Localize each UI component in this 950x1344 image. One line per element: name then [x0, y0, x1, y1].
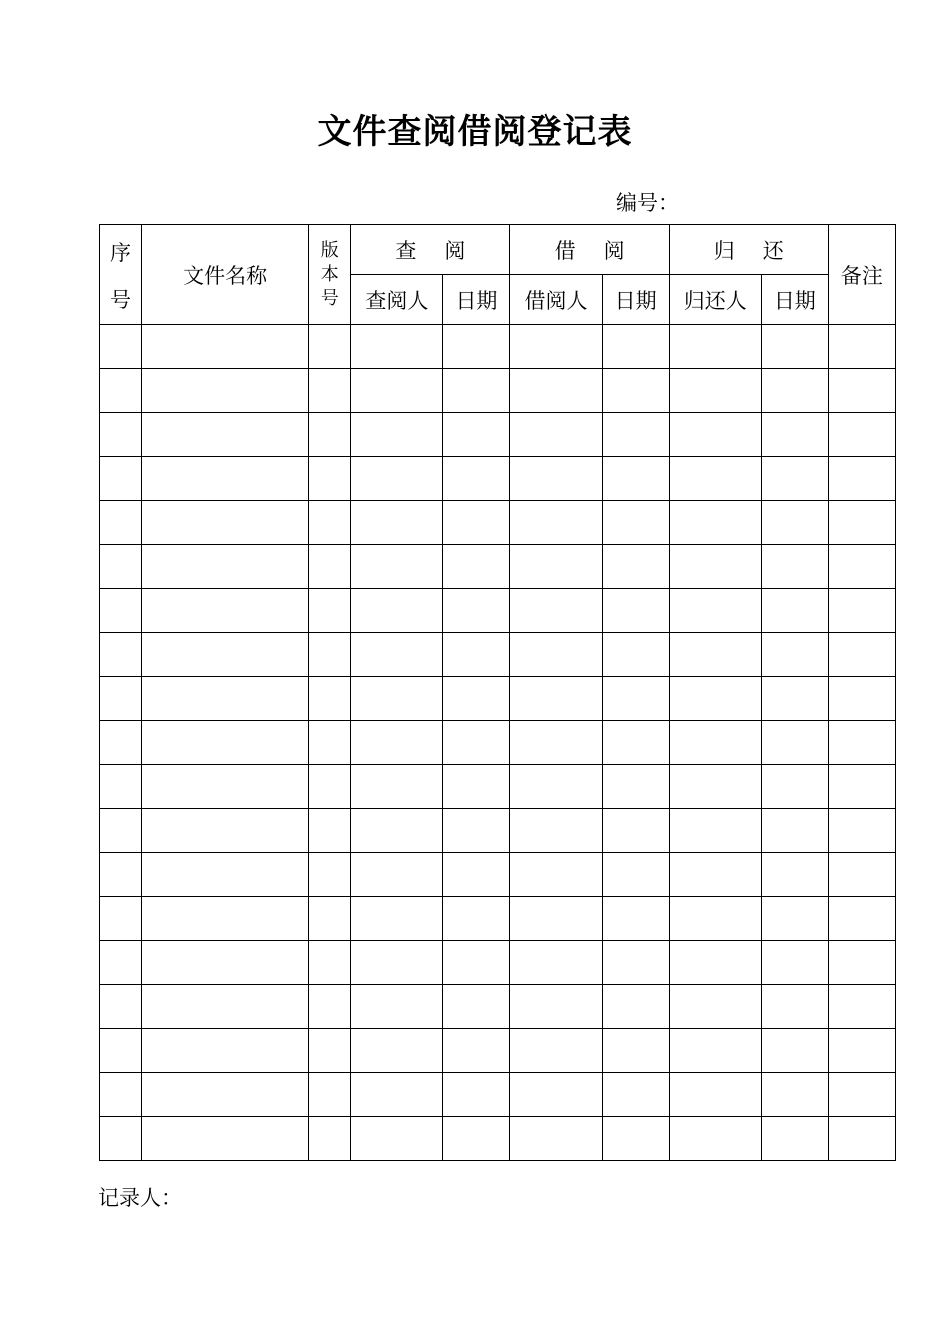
cell-return-date[interactable] — [761, 677, 828, 721]
header-version-2: 本 — [320, 263, 339, 285]
cell-returner[interactable] — [669, 853, 761, 897]
cell-seq[interactable] — [100, 589, 142, 633]
cell-review-date[interactable] — [443, 721, 510, 765]
cell-borrow-date[interactable] — [602, 853, 669, 897]
cell-remarks[interactable] — [828, 985, 895, 1029]
cell-file-name[interactable] — [142, 677, 309, 721]
cell-seq[interactable] — [100, 985, 142, 1029]
cell-remarks[interactable] — [828, 677, 895, 721]
header-version — [309, 225, 351, 325]
table-row — [100, 589, 896, 633]
cell-remarks[interactable] — [828, 545, 895, 589]
cell-return-date[interactable] — [761, 457, 828, 501]
table-row — [100, 501, 896, 545]
cell-version[interactable] — [309, 457, 351, 501]
cell-return-date[interactable] — [761, 501, 828, 545]
cell-version[interactable] — [309, 501, 351, 545]
cell-returner[interactable] — [669, 721, 761, 765]
cell-borrower[interactable] — [510, 457, 602, 501]
cell-file-name[interactable] — [142, 897, 309, 941]
cell-return-date[interactable] — [761, 897, 828, 941]
header-reviewer: 查阅人 — [351, 275, 443, 325]
table-row — [100, 1073, 896, 1117]
cell-borrow-date[interactable] — [602, 985, 669, 1029]
cell-borrower[interactable] — [510, 369, 602, 413]
cell-return-date[interactable] — [761, 809, 828, 853]
cell-version[interactable] — [309, 369, 351, 413]
cell-return-date[interactable] — [761, 985, 828, 1029]
cell-file-name[interactable] — [142, 501, 309, 545]
header-review-date: 日期 — [443, 275, 510, 325]
cell-version[interactable] — [309, 853, 351, 897]
cell-borrower[interactable] — [510, 1073, 602, 1117]
table-row — [100, 413, 896, 457]
cell-returner[interactable] — [669, 1029, 761, 1073]
cell-version[interactable] — [309, 633, 351, 677]
cell-reviewer[interactable] — [351, 369, 443, 413]
header-borrow-a: 借 — [554, 238, 576, 263]
header-seq — [100, 225, 142, 325]
cell-borrow-date[interactable] — [602, 369, 669, 413]
header-borrow — [510, 225, 669, 275]
header-borrow-date: 日期 — [602, 275, 669, 325]
table-row — [100, 457, 896, 501]
cell-returner[interactable] — [669, 941, 761, 985]
cell-reviewer[interactable] — [351, 677, 443, 721]
cell-seq[interactable] — [100, 457, 142, 501]
cell-return-date[interactable] — [761, 369, 828, 413]
cell-return-date[interactable] — [761, 1117, 828, 1161]
cell-reviewer[interactable] — [351, 985, 443, 1029]
cell-reviewer[interactable] — [351, 941, 443, 985]
register-body — [100, 325, 896, 1161]
cell-review-date[interactable] — [443, 809, 510, 853]
header-review-a: 查 — [395, 238, 417, 263]
cell-reviewer[interactable] — [351, 897, 443, 941]
cell-return-date[interactable] — [761, 633, 828, 677]
cell-seq[interactable] — [100, 765, 142, 809]
cell-file-name[interactable] — [142, 1073, 309, 1117]
cell-borrower[interactable] — [510, 941, 602, 985]
cell-remarks[interactable] — [828, 897, 895, 941]
cell-file-name[interactable] — [142, 413, 309, 457]
cell-seq[interactable] — [100, 1073, 142, 1117]
header-return-a: 归 — [713, 238, 735, 263]
cell-returner[interactable] — [669, 1073, 761, 1117]
cell-file-name[interactable] — [142, 1117, 309, 1161]
cell-version[interactable] — [309, 1117, 351, 1161]
cell-remarks[interactable] — [828, 1117, 895, 1161]
cell-version[interactable] — [309, 809, 351, 853]
cell-version[interactable] — [309, 325, 351, 369]
cell-file-name[interactable] — [142, 325, 309, 369]
cell-seq[interactable] — [100, 545, 142, 589]
table-row — [100, 721, 896, 765]
cell-returner[interactable] — [669, 809, 761, 853]
table-row — [100, 325, 896, 369]
cell-borrow-date[interactable] — [602, 325, 669, 369]
cell-reviewer[interactable] — [351, 545, 443, 589]
cell-borrow-date[interactable] — [602, 721, 669, 765]
cell-review-date[interactable] — [443, 765, 510, 809]
header-review — [351, 225, 510, 275]
cell-return-date[interactable] — [761, 545, 828, 589]
cell-borrow-date[interactable] — [602, 897, 669, 941]
table-row — [100, 985, 896, 1029]
cell-reviewer[interactable] — [351, 809, 443, 853]
cell-return-date[interactable] — [761, 721, 828, 765]
cell-returner[interactable] — [669, 633, 761, 677]
cell-returner[interactable] — [669, 457, 761, 501]
cell-returner[interactable] — [669, 985, 761, 1029]
cell-borrow-date[interactable] — [602, 633, 669, 677]
cell-reviewer[interactable] — [351, 1117, 443, 1161]
cell-reviewer[interactable] — [351, 853, 443, 897]
cell-returner[interactable] — [669, 765, 761, 809]
header-returner: 归还人 — [669, 275, 761, 325]
code-label: 编号： — [616, 191, 679, 215]
cell-reviewer[interactable] — [351, 325, 443, 369]
cell-review-date[interactable] — [443, 985, 510, 1029]
cell-remarks[interactable] — [828, 457, 895, 501]
table-row — [100, 677, 896, 721]
cell-reviewer[interactable] — [351, 633, 443, 677]
cell-borrower[interactable] — [510, 765, 602, 809]
cell-returner[interactable] — [669, 325, 761, 369]
cell-version[interactable] — [309, 413, 351, 457]
cell-seq[interactable] — [100, 413, 142, 457]
cell-borrower[interactable] — [510, 853, 602, 897]
cell-borrower[interactable] — [510, 721, 602, 765]
cell-file-name[interactable] — [142, 1029, 309, 1073]
table-row — [100, 1029, 896, 1073]
cell-review-date[interactable] — [443, 545, 510, 589]
cell-borrow-date[interactable] — [602, 677, 669, 721]
cell-borrower[interactable] — [510, 677, 602, 721]
cell-remarks[interactable] — [828, 809, 895, 853]
cell-borrow-date[interactable] — [602, 1117, 669, 1161]
cell-version[interactable] — [309, 545, 351, 589]
cell-returner[interactable] — [669, 897, 761, 941]
cell-borrower[interactable] — [510, 1029, 602, 1073]
cell-return-date[interactable] — [761, 853, 828, 897]
cell-file-name[interactable] — [142, 853, 309, 897]
cell-version[interactable] — [309, 765, 351, 809]
cell-reviewer[interactable] — [351, 721, 443, 765]
cell-borrower[interactable] — [510, 501, 602, 545]
table-row — [100, 545, 896, 589]
cell-borrow-date[interactable] — [602, 765, 669, 809]
cell-review-date[interactable] — [443, 369, 510, 413]
cell-seq[interactable] — [100, 941, 142, 985]
cell-reviewer[interactable] — [351, 1029, 443, 1073]
cell-review-date[interactable] — [443, 589, 510, 633]
cell-remarks[interactable] — [828, 941, 895, 985]
cell-return-date[interactable] — [761, 765, 828, 809]
header-return-date: 日期 — [761, 275, 828, 325]
table-row — [100, 853, 896, 897]
cell-remarks[interactable] — [828, 589, 895, 633]
cell-seq[interactable] — [100, 1117, 142, 1161]
cell-version[interactable] — [309, 589, 351, 633]
cell-borrower[interactable] — [510, 809, 602, 853]
cell-seq[interactable] — [100, 369, 142, 413]
header-version-1: 版 — [320, 239, 339, 261]
cell-reviewer[interactable] — [351, 765, 443, 809]
cell-seq[interactable] — [100, 633, 142, 677]
cell-file-name[interactable] — [142, 589, 309, 633]
cell-review-date[interactable] — [443, 897, 510, 941]
cell-borrow-date[interactable] — [602, 941, 669, 985]
header-remarks: 备注 — [828, 225, 895, 325]
cell-reviewer[interactable] — [351, 501, 443, 545]
cell-borrow-date[interactable] — [602, 413, 669, 457]
cell-seq[interactable] — [100, 721, 142, 765]
cell-borrower[interactable] — [510, 589, 602, 633]
cell-remarks[interactable] — [828, 1029, 895, 1073]
cell-review-date[interactable] — [443, 1073, 510, 1117]
header-borrower: 借阅人 — [510, 275, 602, 325]
cell-borrow-date[interactable] — [602, 1029, 669, 1073]
header-borrow-b: 阅 — [603, 238, 625, 263]
cell-remarks[interactable] — [828, 325, 895, 369]
cell-remarks[interactable] — [828, 633, 895, 677]
cell-return-date[interactable] — [761, 941, 828, 985]
cell-remarks[interactable] — [828, 413, 895, 457]
cell-remarks[interactable] — [828, 1073, 895, 1117]
cell-file-name[interactable] — [142, 985, 309, 1029]
cell-review-date[interactable] — [443, 1117, 510, 1161]
cell-review-date[interactable] — [443, 501, 510, 545]
table-row — [100, 765, 896, 809]
cell-returner[interactable] — [669, 413, 761, 457]
cell-review-date[interactable] — [443, 633, 510, 677]
header-file-name: 文件名称 — [142, 225, 309, 325]
cell-version[interactable] — [309, 677, 351, 721]
header-version-3: 号 — [320, 287, 339, 309]
header-return — [669, 225, 828, 275]
cell-borrow-date[interactable] — [602, 809, 669, 853]
cell-seq[interactable] — [100, 1029, 142, 1073]
cell-borrow-date[interactable] — [602, 501, 669, 545]
cell-borrow-date[interactable] — [602, 589, 669, 633]
cell-version[interactable] — [309, 721, 351, 765]
cell-review-date[interactable] — [443, 325, 510, 369]
cell-return-date[interactable] — [761, 589, 828, 633]
cell-version[interactable] — [309, 985, 351, 1029]
cell-reviewer[interactable] — [351, 1073, 443, 1117]
header-return-b: 还 — [762, 238, 784, 263]
cell-seq[interactable] — [100, 809, 142, 853]
cell-seq[interactable] — [100, 677, 142, 721]
cell-borrow-date[interactable] — [602, 545, 669, 589]
cell-file-name[interactable] — [142, 765, 309, 809]
cell-return-date[interactable] — [761, 325, 828, 369]
header-seq-top: 序 — [110, 241, 132, 265]
cell-return-date[interactable] — [761, 1029, 828, 1073]
cell-returner[interactable] — [669, 369, 761, 413]
cell-returner[interactable] — [669, 1117, 761, 1161]
cell-file-name[interactable] — [142, 633, 309, 677]
table-row — [100, 1117, 896, 1161]
cell-returner[interactable] — [669, 501, 761, 545]
cell-file-name[interactable] — [142, 457, 309, 501]
cell-borrower[interactable] — [510, 325, 602, 369]
cell-seq[interactable] — [100, 897, 142, 941]
cell-file-name[interactable] — [142, 369, 309, 413]
cell-file-name[interactable] — [142, 941, 309, 985]
header-row-1 — [100, 225, 896, 275]
cell-returner[interactable] — [669, 545, 761, 589]
cell-review-date[interactable] — [443, 1029, 510, 1073]
recorder-label: 记录人： — [98, 1186, 182, 1210]
cell-remarks[interactable] — [828, 853, 895, 897]
cell-reviewer[interactable] — [351, 457, 443, 501]
cell-version[interactable] — [309, 1029, 351, 1073]
cell-remarks[interactable] — [828, 369, 895, 413]
cell-borrower[interactable] — [510, 897, 602, 941]
cell-version[interactable] — [309, 941, 351, 985]
page-title: 文件查阅借阅登记表 — [317, 112, 633, 152]
cell-file-name[interactable] — [142, 721, 309, 765]
table-row — [100, 941, 896, 985]
cell-seq[interactable] — [100, 501, 142, 545]
table-row — [100, 809, 896, 853]
cell-file-name[interactable] — [142, 545, 309, 589]
cell-returner[interactable] — [669, 677, 761, 721]
cell-seq[interactable] — [100, 853, 142, 897]
cell-borrower[interactable] — [510, 545, 602, 589]
cell-return-date[interactable] — [761, 413, 828, 457]
cell-borrow-date[interactable] — [602, 1073, 669, 1117]
register-table — [99, 224, 896, 1161]
cell-return-date[interactable] — [761, 1073, 828, 1117]
cell-file-name[interactable] — [142, 809, 309, 853]
cell-version[interactable] — [309, 897, 351, 941]
cell-remarks[interactable] — [828, 721, 895, 765]
cell-borrower[interactable] — [510, 413, 602, 457]
table-row — [100, 633, 896, 677]
table-row — [100, 897, 896, 941]
header-review-b: 阅 — [444, 238, 466, 263]
cell-borrow-date[interactable] — [602, 457, 669, 501]
cell-remarks[interactable] — [828, 765, 895, 809]
header-seq-bottom: 号 — [110, 288, 132, 312]
cell-seq[interactable] — [100, 325, 142, 369]
cell-review-date[interactable] — [443, 677, 510, 721]
cell-review-date[interactable] — [443, 457, 510, 501]
table-row — [100, 369, 896, 413]
cell-remarks[interactable] — [828, 501, 895, 545]
cell-borrower[interactable] — [510, 985, 602, 1029]
cell-reviewer[interactable] — [351, 413, 443, 457]
cell-returner[interactable] — [669, 589, 761, 633]
cell-review-date[interactable] — [443, 941, 510, 985]
cell-borrower[interactable] — [510, 1117, 602, 1161]
cell-review-date[interactable] — [443, 853, 510, 897]
cell-reviewer[interactable] — [351, 589, 443, 633]
cell-review-date[interactable] — [443, 413, 510, 457]
cell-borrower[interactable] — [510, 633, 602, 677]
cell-version[interactable] — [309, 1073, 351, 1117]
